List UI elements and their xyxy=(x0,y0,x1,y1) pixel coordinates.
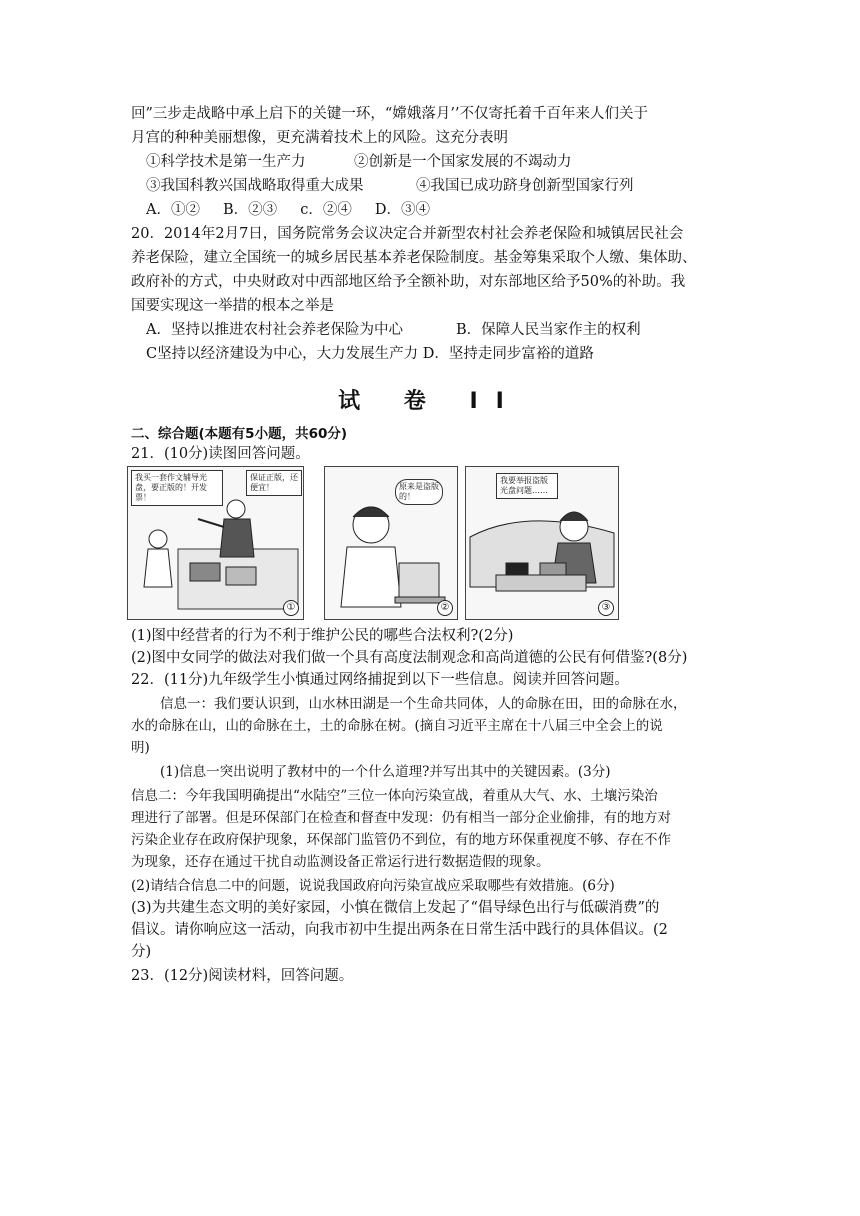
q22-subquestion-1: (1)信息一突出说明了教材中的一个什么道理?并写出其中的关键因素。(3分) xyxy=(160,764,611,780)
q19-option-2: ②创新是一个国家发展的不竭动力 xyxy=(354,154,572,170)
comic-panel-1 xyxy=(127,466,304,620)
comic-panel-3 xyxy=(465,466,619,620)
q20-choice-cd: C坚持以经济建设为中心，大力发展生产力 D．坚持走同步富裕的道路 xyxy=(146,346,594,362)
speech-bubble: 我要举报盗版光盘问题…… xyxy=(496,473,558,499)
shop-scene-drawing xyxy=(128,467,303,619)
q22-subquestion-2: (2)请结合信息二中的问题，说说我国政府向污染宣战应采取哪些有效措施。(6分) xyxy=(131,878,615,894)
q21-subquestion-1: (1)图中经营者的行为不利于维护公民的哪些合法权利?(2分) xyxy=(131,628,514,644)
q22-info1-line: 明) xyxy=(131,740,150,756)
q22-info2-line: 信息二：今年我国明确提出“水陆空”三位一体向污染宣战，着重从大气、水、土壤污染治 xyxy=(131,788,658,804)
panel-number: ③ xyxy=(598,600,614,616)
panel-number: ② xyxy=(437,600,453,616)
girl-computer-drawing xyxy=(325,467,457,619)
q20-text-line: 20．2014年2月7日，国务院常务会议决定合并新型农村社会养老保险和城镇居民社会 xyxy=(131,226,684,242)
q22-subquestion-3: 分) xyxy=(131,944,152,960)
q22-info2-line: 理进行了部署。但是环保部门在检查和督查中发现：仍有相当一部分企业偷排，有的地方对 xyxy=(131,810,671,826)
q20-choice-b: B．保障人民当家作主的权利 xyxy=(456,322,641,338)
thought-bubble: 原来是盗版的！ xyxy=(395,479,443,505)
q19-choices: A．①② B．②③ c．②④ D．③④ xyxy=(146,202,431,218)
q21-intro: 21．(10分)读图回答问题。 xyxy=(131,446,310,462)
section-title: 试 卷 II xyxy=(338,389,522,414)
q20-text-line: 政府补的方式，中央财政对中西部地区给予全额补助，对东部地区给予50%的补助。我 xyxy=(131,274,686,290)
q22-info2-line: 为现象，还存在通过干扰自动监测设备正常运行进行数据造假的现象。 xyxy=(131,854,550,870)
comic-illustration xyxy=(127,466,617,618)
q19-text-line: 月宫的种种美丽想像，更充满着技术上的风险。这充分表明 xyxy=(131,130,508,146)
q22-info1-line: 信息一：我们要认识到，山水林田湖是一个生命共同体，人的命脉在田，田的命脉在水， xyxy=(160,696,687,712)
q19-option-4: ④我国已成功跻身创新型国家行列 xyxy=(416,178,634,194)
q22-subquestion-3: 倡议。请你响应这一活动，向我市初中生提出两条在日常生活中践行的具体倡议。(2 xyxy=(131,922,668,938)
comic-panel-2 xyxy=(324,466,458,620)
q20-text-line: 国要实现这一举措的根本之举是 xyxy=(131,298,334,314)
q20-choice-a: A．坚持以推进农村社会养老保险为中心 xyxy=(146,322,403,338)
q23-intro: 23．(12分)阅读材料，回答问题。 xyxy=(131,968,354,984)
q22-info2-line: 污染企业存在政府保护现象，环保部门监管仍不到位，有的地方环保重视度不够、存在不作 xyxy=(131,832,671,848)
q21-subquestion-2: (2)图中女同学的做法对我们做一个具有高度法制观念和高尚道德的公民有何借鉴?(8分) xyxy=(131,650,688,666)
girl-phone-drawing xyxy=(466,467,618,619)
q22-intro: 22．(11分)九年级学生小慎通过网络捕捉到以下一些信息。阅读并回答问题。 xyxy=(131,672,629,688)
section-heading: 二、综合题(本题有5小题，共60分) xyxy=(131,426,348,442)
q20-text-line: 养老保险，建立全国统一的城乡居民基本养老保险制度。基金筹集采取个人缴、集体助、 xyxy=(131,250,697,266)
q22-subquestion-3: (3)为共建生态文明的美好家园，小慎在微信上发起了“倡导绿色出行与低碳消费”的 xyxy=(131,900,660,916)
q19-option-1: ①科学技术是第一生产力 xyxy=(146,154,306,170)
q19-text-line: 回”三步走战略中承上启下的关键一环，“嫦娥落月’’不仅寄托着千百年来人们关于 xyxy=(131,106,649,122)
q19-option-3: ③我国科教兴国战略取得重大成果 xyxy=(146,178,364,194)
speech-bubble: 我买一套作文辅导光盘，要正版的！开发票！ xyxy=(131,470,223,506)
panel-number: ① xyxy=(283,600,299,616)
speech-bubble: 保证正版，还便宜！ xyxy=(246,470,302,496)
q22-info1-line: 水的命脉在山，山的命脉在土，土的命脉在树。(摘自习近平主席在十八届三中全会上的说 xyxy=(131,718,663,734)
